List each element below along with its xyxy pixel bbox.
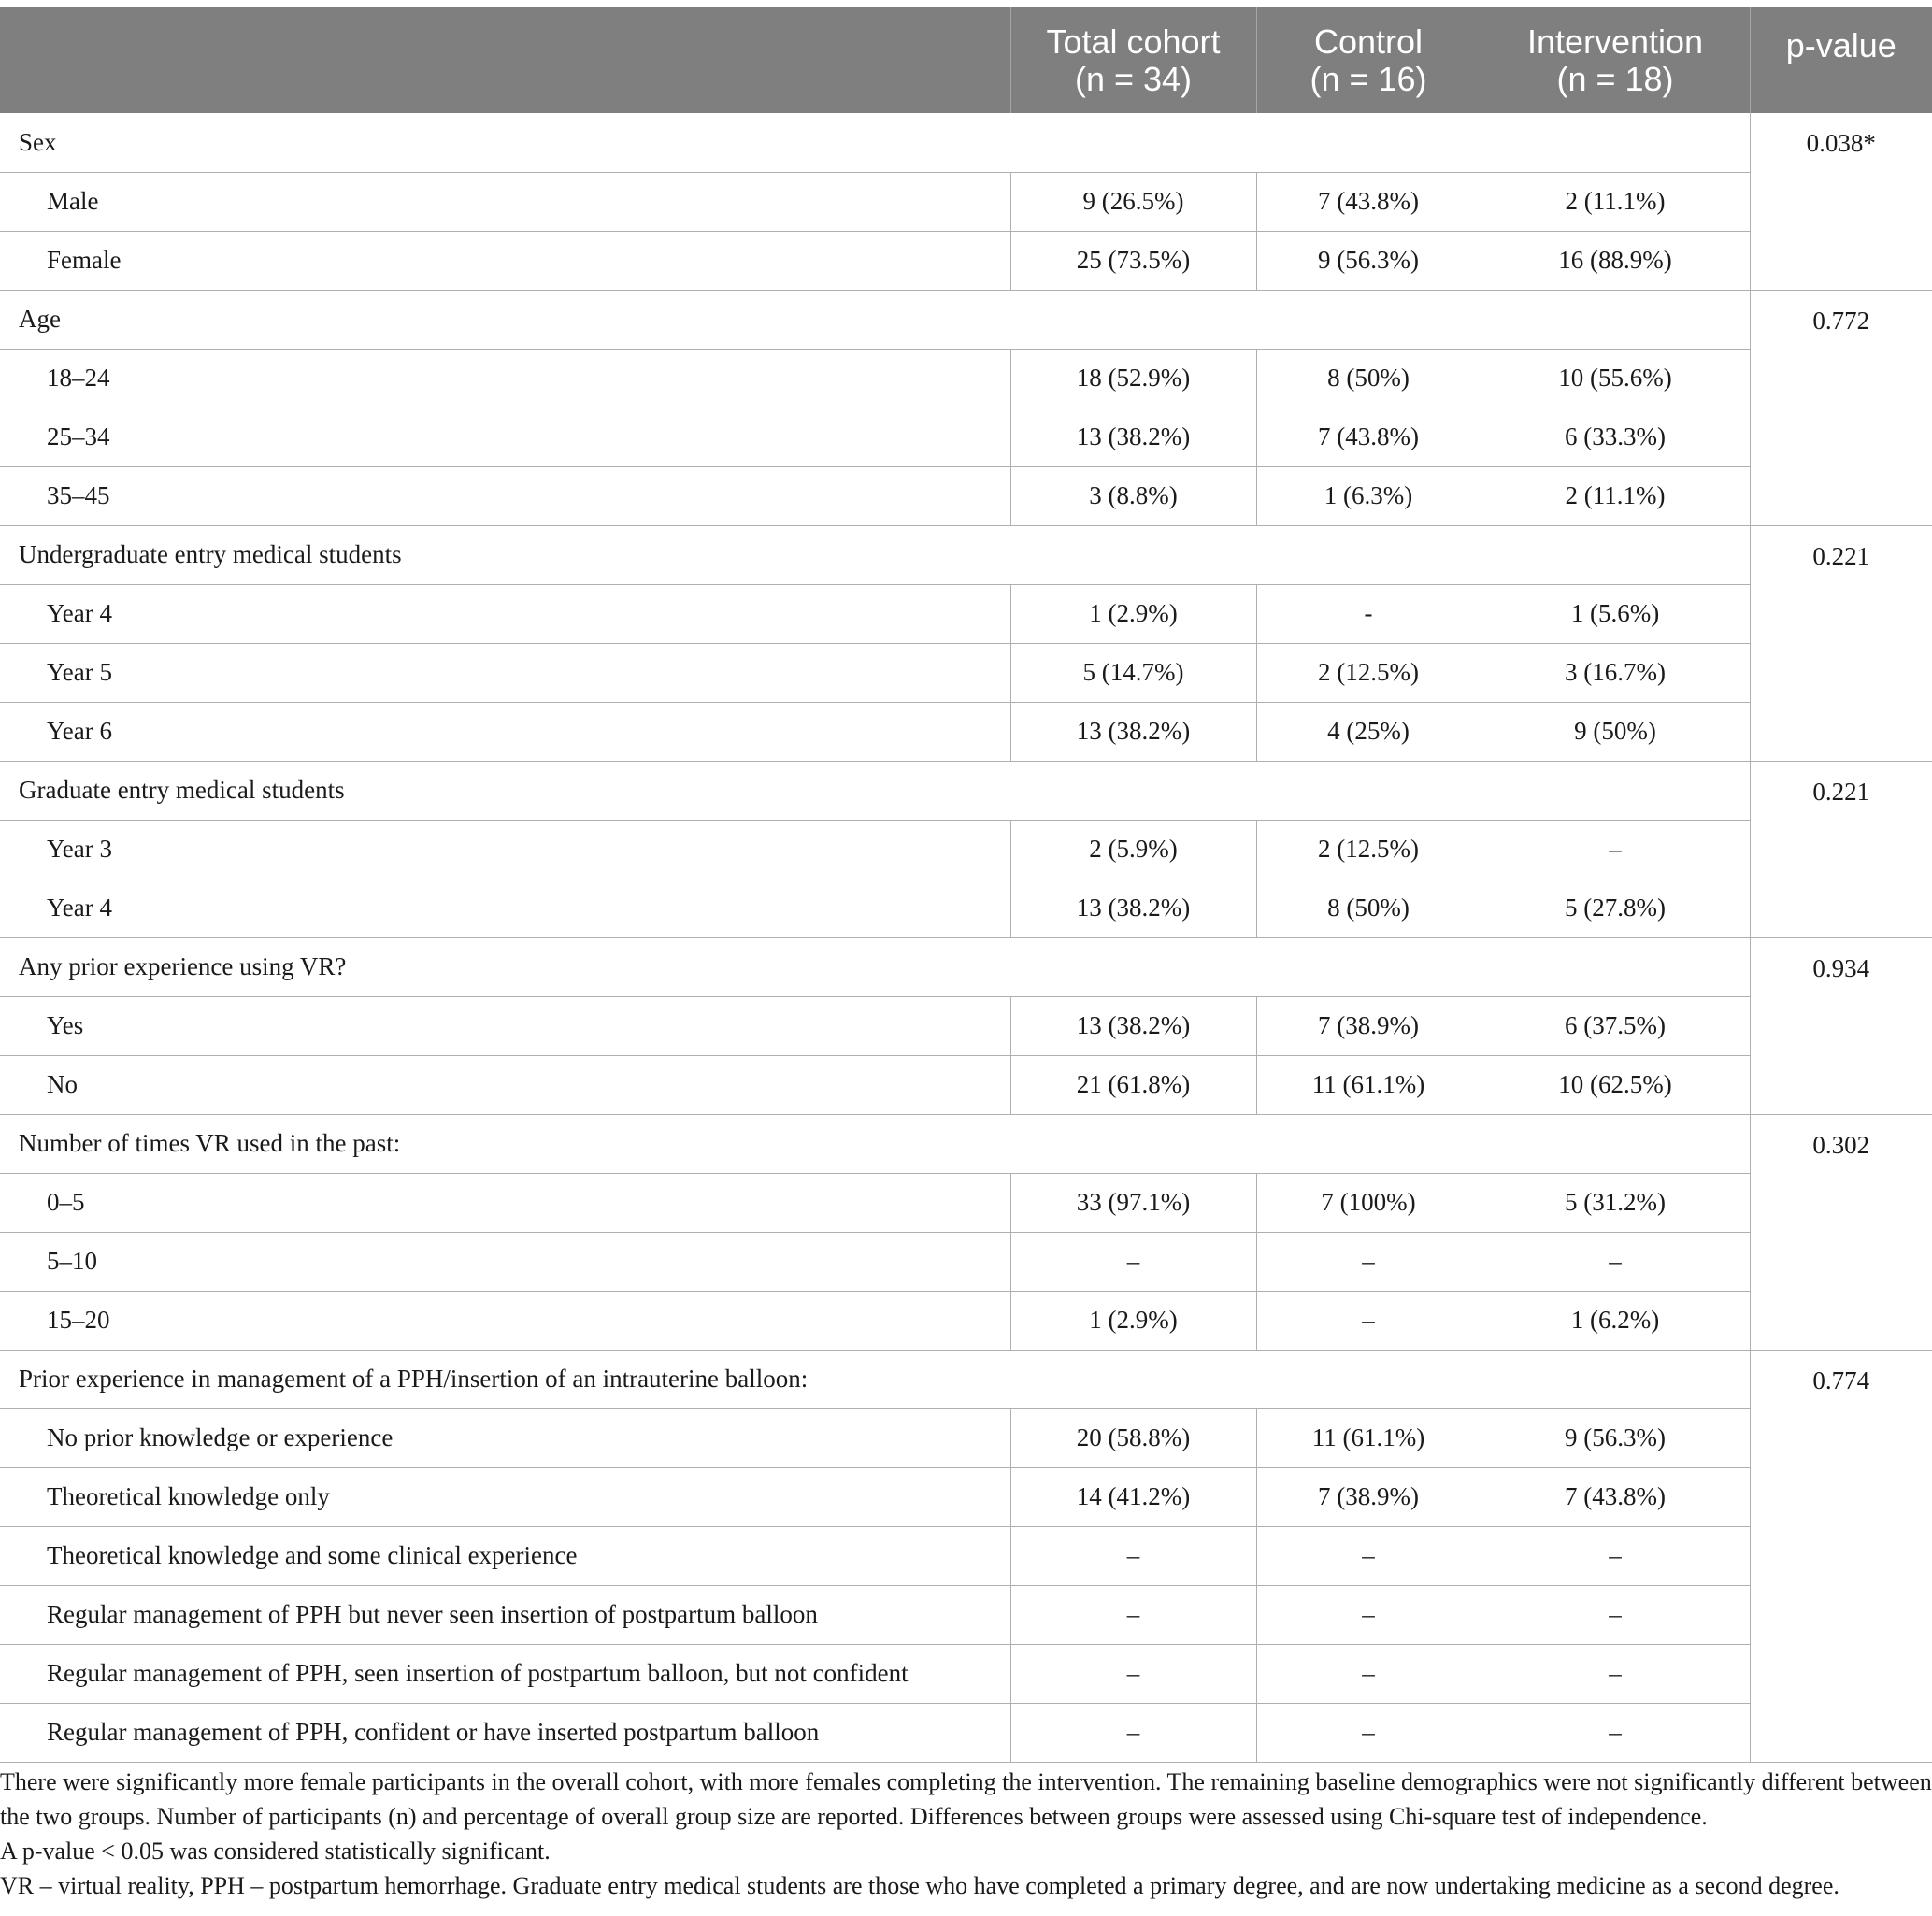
control-cell: 8 (50%) — [1256, 349, 1481, 408]
table-row — [0, 408, 1932, 466]
control-cell: 1 (6.3%) — [1256, 466, 1481, 525]
group-row — [0, 525, 1932, 584]
table-row — [0, 820, 1932, 879]
table-row — [0, 466, 1932, 525]
total-cohort-cell: 21 (61.8%) — [1010, 1055, 1256, 1114]
table-footnote — [0, 1765, 1932, 1903]
total-cohort-cell: 25 (73.5%) — [1010, 231, 1256, 290]
group-row — [0, 1350, 1932, 1408]
control-cell: 7 (100%) — [1256, 1173, 1481, 1232]
row-label: Year 5 — [0, 643, 1010, 702]
header-total-title: Total cohort — [1046, 21, 1221, 61]
demographics-table — [0, 7, 1932, 1763]
table-row — [0, 702, 1932, 761]
group-row — [0, 761, 1932, 820]
total-cohort-cell: – — [1010, 1232, 1256, 1291]
total-cohort-cell: 18 (52.9%) — [1010, 349, 1256, 408]
header-stub — [0, 7, 1010, 113]
p-value-cell: 0.934 — [1750, 937, 1932, 1114]
group-row — [0, 1114, 1932, 1173]
header-total-n: (n = 34) — [1074, 59, 1193, 98]
intervention-cell: 7 (43.8%) — [1481, 1467, 1750, 1526]
header-control-title: Control — [1313, 21, 1424, 61]
intervention-cell: 5 (31.2%) — [1481, 1173, 1750, 1232]
footnote-paragraph: VR – virtual reality, PPH – postpartum hemorrhage. Graduate entry medical students are those who have completed a primary degree, and are now undertaking medicine as a second degree. — [0, 1872, 1839, 1899]
control-cell: – — [1256, 1291, 1481, 1350]
control-cell: 2 (12.5%) — [1256, 643, 1481, 702]
group-label: Prior experience in management of a PPH/insertion of an intrauterine balloon: — [0, 1350, 1750, 1408]
control-cell: - — [1256, 584, 1481, 643]
control-cell: – — [1256, 1703, 1481, 1762]
total-cohort-cell: 13 (38.2%) — [1010, 996, 1256, 1055]
header-p-value-label: p-value — [1785, 25, 1896, 64]
intervention-cell: 1 (5.6%) — [1481, 584, 1750, 643]
intervention-cell: 2 (11.1%) — [1481, 172, 1750, 231]
row-label: Year 4 — [0, 879, 1010, 937]
header-row — [0, 7, 1932, 113]
footnote-paragraph: A p-value < 0.05 was considered statistically significant. — [0, 1837, 551, 1865]
control-cell: 4 (25%) — [1256, 702, 1481, 761]
group-row — [0, 937, 1932, 996]
row-label: Regular management of PPH but never seen insertion of postpartum balloon — [0, 1585, 1010, 1644]
intervention-cell: 1 (6.2%) — [1481, 1291, 1750, 1350]
intervention-cell: 2 (11.1%) — [1481, 466, 1750, 525]
intervention-cell: 6 (33.3%) — [1481, 408, 1750, 466]
p-value-cell: 0.774 — [1750, 1350, 1932, 1762]
p-value-cell: 0.302 — [1750, 1114, 1932, 1350]
row-label: Male — [0, 172, 1010, 231]
total-cohort-cell: – — [1010, 1644, 1256, 1703]
table-row — [0, 1467, 1932, 1526]
intervention-cell: 3 (16.7%) — [1481, 643, 1750, 702]
table-row — [0, 1173, 1932, 1232]
table-row — [0, 643, 1932, 702]
group-label: Number of times VR used in the past: — [0, 1114, 1750, 1173]
total-cohort-cell: 14 (41.2%) — [1010, 1467, 1256, 1526]
p-value-cell: 0.221 — [1750, 761, 1932, 937]
intervention-cell: 9 (50%) — [1481, 702, 1750, 761]
row-label: Regular management of PPH, confident or have inserted postpartum balloon — [0, 1703, 1010, 1762]
intervention-cell: – — [1481, 1232, 1750, 1291]
control-cell: 2 (12.5%) — [1256, 820, 1481, 879]
row-label: Theoretical knowledge and some clinical experience — [0, 1526, 1010, 1585]
intervention-cell: 5 (27.8%) — [1481, 879, 1750, 937]
p-value-cell: 0.221 — [1750, 525, 1932, 761]
header-intervention-n: (n = 18) — [1556, 59, 1674, 98]
control-cell: 11 (61.1%) — [1256, 1055, 1481, 1114]
control-cell: – — [1256, 1644, 1481, 1703]
row-label: 18–24 — [0, 349, 1010, 408]
control-cell: 9 (56.3%) — [1256, 231, 1481, 290]
intervention-cell: – — [1481, 1703, 1750, 1762]
header-intervention — [1481, 7, 1750, 113]
row-label: 15–20 — [0, 1291, 1010, 1350]
total-cohort-cell: 9 (26.5%) — [1010, 172, 1256, 231]
group-label: Any prior experience using VR? — [0, 937, 1750, 996]
intervention-cell: 6 (37.5%) — [1481, 996, 1750, 1055]
intervention-cell: – — [1481, 1644, 1750, 1703]
total-cohort-cell: 20 (58.8%) — [1010, 1408, 1256, 1467]
row-label: Female — [0, 231, 1010, 290]
total-cohort-cell: 5 (14.7%) — [1010, 643, 1256, 702]
control-cell: 7 (43.8%) — [1256, 408, 1481, 466]
control-cell: – — [1256, 1232, 1481, 1291]
row-label: Yes — [0, 996, 1010, 1055]
table-row — [0, 349, 1932, 408]
control-cell: 7 (38.9%) — [1256, 1467, 1481, 1526]
total-cohort-cell: 2 (5.9%) — [1010, 820, 1256, 879]
row-label: Theoretical knowledge only — [0, 1467, 1010, 1526]
group-label: Undergraduate entry medical students — [0, 525, 1750, 584]
table-row — [0, 1291, 1932, 1350]
table-row — [0, 1703, 1932, 1762]
total-cohort-cell: 3 (8.8%) — [1010, 466, 1256, 525]
table-row — [0, 1585, 1932, 1644]
table-row — [0, 1644, 1932, 1703]
intervention-cell: 10 (55.6%) — [1481, 349, 1750, 408]
control-cell: 7 (38.9%) — [1256, 996, 1481, 1055]
intervention-cell: 9 (56.3%) — [1481, 1408, 1750, 1467]
group-row — [0, 290, 1932, 349]
p-value-cell: 0.772 — [1750, 290, 1932, 525]
total-cohort-cell: 1 (2.9%) — [1010, 584, 1256, 643]
intervention-cell: – — [1481, 820, 1750, 879]
total-cohort-cell: 13 (38.2%) — [1010, 408, 1256, 466]
table-row — [0, 172, 1932, 231]
table-row — [0, 879, 1932, 937]
group-row — [0, 113, 1932, 172]
header-control-n: (n = 16) — [1309, 59, 1427, 98]
total-cohort-cell: 1 (2.9%) — [1010, 1291, 1256, 1350]
total-cohort-cell: – — [1010, 1585, 1256, 1644]
table-row — [0, 996, 1932, 1055]
row-label: Year 3 — [0, 820, 1010, 879]
table-row — [0, 1526, 1932, 1585]
total-cohort-cell: – — [1010, 1526, 1256, 1585]
control-cell: 8 (50%) — [1256, 879, 1481, 937]
header-total-cohort — [1010, 7, 1256, 113]
row-label: 35–45 — [0, 466, 1010, 525]
header-intervention-title: Intervention — [1526, 21, 1704, 61]
table-row — [0, 231, 1932, 290]
control-cell: – — [1256, 1526, 1481, 1585]
header-p-value — [1750, 7, 1932, 113]
header-control — [1256, 7, 1481, 113]
control-cell: – — [1256, 1585, 1481, 1644]
row-label: No prior knowledge or experience — [0, 1408, 1010, 1467]
table-row — [0, 1232, 1932, 1291]
intervention-cell: 10 (62.5%) — [1481, 1055, 1750, 1114]
group-label: Sex — [0, 113, 1750, 172]
total-cohort-cell: 33 (97.1%) — [1010, 1173, 1256, 1232]
intervention-cell: 16 (88.9%) — [1481, 231, 1750, 290]
table-row — [0, 1055, 1932, 1114]
group-label: Graduate entry medical students — [0, 761, 1750, 820]
intervention-cell: – — [1481, 1585, 1750, 1644]
footnote-paragraph: There were significantly more female participants in the overall cohort, with more females completing the intervention. The remaining baseline demographics were not significantly different between the two groups. Number of participants (n) and percentage of overall group size are reported. Differences between groups were assessed using Chi-square test of independence. — [0, 1768, 1932, 1830]
control-cell: 11 (61.1%) — [1256, 1408, 1481, 1467]
p-value-cell: 0.038* — [1750, 113, 1932, 290]
row-label: Year 6 — [0, 702, 1010, 761]
table-row — [0, 1408, 1932, 1467]
row-label: Regular management of PPH, seen insertion of postpartum balloon, but not confident — [0, 1644, 1010, 1703]
total-cohort-cell: 13 (38.2%) — [1010, 879, 1256, 937]
table-row — [0, 584, 1932, 643]
total-cohort-cell: 13 (38.2%) — [1010, 702, 1256, 761]
control-cell: 7 (43.8%) — [1256, 172, 1481, 231]
total-cohort-cell: – — [1010, 1703, 1256, 1762]
row-label: Year 4 — [0, 584, 1010, 643]
row-label: 25–34 — [0, 408, 1010, 466]
group-label: Age — [0, 290, 1750, 349]
row-label: No — [0, 1055, 1010, 1114]
intervention-cell: – — [1481, 1526, 1750, 1585]
row-label: 5–10 — [0, 1232, 1010, 1291]
row-label: 0–5 — [0, 1173, 1010, 1232]
table-body — [0, 113, 1932, 1762]
